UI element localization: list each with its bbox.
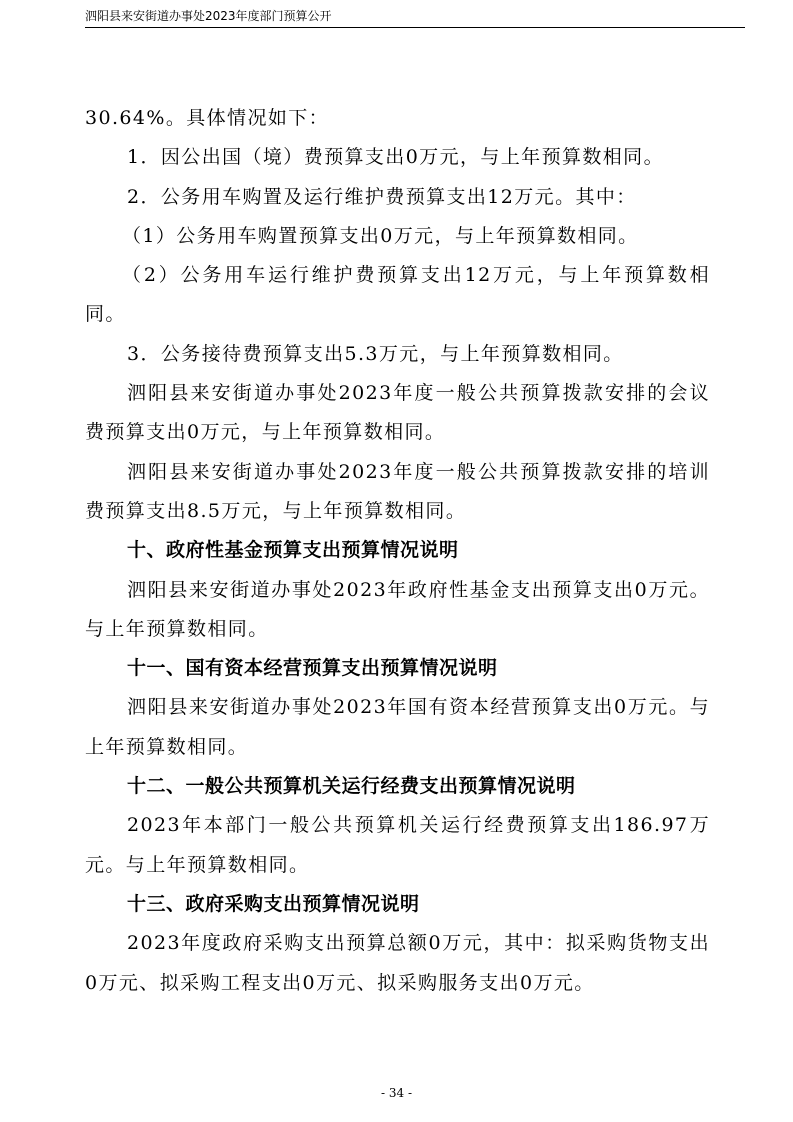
body-paragraph: 3．公务接待费预算支出5.3万元，与上年预算数相同。 [127,342,624,365]
body-paragraph: （2）公务用车运行维护费预算支出12万元，与上年预算数相同。 [85,264,710,326]
header-divider [85,27,745,28]
body-paragraph: 泗阳县来安街道办事处2023年国有资本经营预算支出0万元。与上年预算数相同。 [85,696,710,758]
section-heading: 十一、国有资本经营预算支出预算情况说明 [127,657,498,680]
body-paragraph: 泗阳县来安街道办事处2023年度一般公共预算拨款安排的培训费预算支出8.5万元，与上年预算数相同。 [85,460,710,522]
section-heading: 十二、一般公共预算机关运行经费支出预算情况说明 [127,775,576,798]
body-paragraph: 2023年度政府采购支出预算总额0万元，其中：拟采购货物支出0万元、拟采购工程支出0万元、拟采购服务支出0万元。 [85,932,710,994]
section-heading: 十、政府性基金预算支出预算情况说明 [127,539,459,562]
body-paragraph: 1．因公出国（境）费预算支出0万元，与上年预算数相同。 [127,146,664,169]
document-body [85,99,710,1003]
body-paragraph: 泗阳县来安街道办事处2023年政府性基金支出预算支出0万元。与上年预算数相同。 [85,578,710,640]
running-header: 泗阳县来安街道办事处2023年度部门预算公开 [85,9,332,23]
body-paragraph: （1）公务用车购置预算支出0万元，与上年预算数相同。 [122,224,639,247]
body-paragraph: 2023年本部门一般公共预算机关运行经费预算支出186.97万元。与上年预算数相同。 [85,814,710,876]
body-paragraph: 泗阳县来安街道办事处2023年度一般公共预算拨款安排的会议费预算支出0万元，与上年预算数相同。 [85,382,710,444]
page-number: - 34 - [380,1086,412,1100]
body-paragraph: 30.64%。具体情况如下： [85,107,330,129]
body-paragraph: 2．公务用车购置及运行维护费预算支出12万元。其中： [127,185,637,208]
section-heading: 十三、政府采购支出预算情况说明 [127,892,420,915]
